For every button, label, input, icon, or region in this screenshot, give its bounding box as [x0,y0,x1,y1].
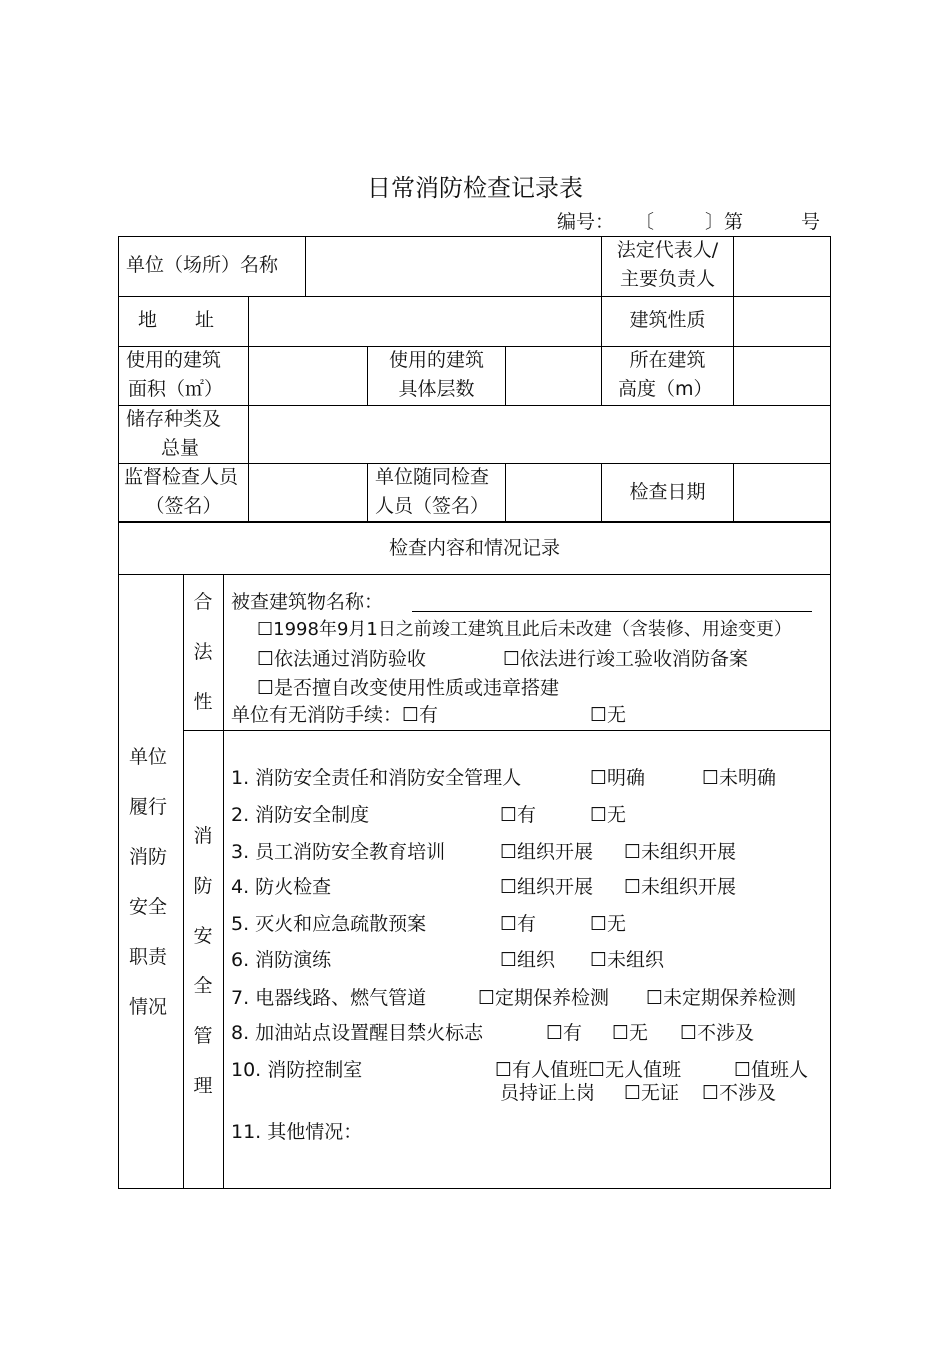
option: ☐定期保养检测 [478,987,610,1009]
list-item: 6. 消防演练 [231,949,332,971]
option: ☐有 [546,1022,583,1044]
inspector-label-1: 监督检查人员 [124,466,239,488]
option: ☐有 [500,913,537,935]
responsibility-label [128,732,168,1032]
option: ☐组织开展 [500,841,594,863]
responsibility-label-char: 消防 [128,846,167,868]
responsibility-label-char: 安全 [128,896,167,918]
list-item: 1. 消防安全责任和消防安全管理人 [231,767,522,789]
list-item: 7. 电器线路、燃气管道 [231,987,427,1009]
section-title: 检查内容和情况记录 [388,537,560,559]
option: ☐无 [612,1022,649,1044]
area-label-2: 面积（㎡） [128,378,224,400]
option: ☐未组织开展 [624,876,737,898]
option: ☐有 [500,804,537,826]
option: 员持证上岗 [500,1082,596,1104]
legality-option-3: ☐依法进行竣工验收消防备案 [503,648,749,670]
management-label-char: 防 [193,875,213,897]
legality-option-2: ☐依法通过消防验收 [257,648,427,670]
legality-option-1: ☐1998年9月1日之前竣工建筑且此后未改建（含装修、用途变更） [257,619,792,640]
option: ☐未定期保养检测 [646,987,797,1009]
option: ☐未组织 [590,949,665,971]
inspection-date-label: 检查日期 [629,481,706,503]
list-item: 10. 消防控制室 [231,1059,363,1081]
building-nature-label: 建筑性质 [629,309,706,331]
legality-label-char: 法 [193,641,213,663]
page-title: 日常消防检查记录表 [367,174,583,202]
option: ☐未组织开展 [624,841,737,863]
option: ☐不涉及 [680,1022,755,1044]
floors-label-1: 使用的建筑 [388,349,484,371]
height-label-1: 所在建筑 [629,349,706,371]
legal-rep-label-2: 主要负责人 [619,268,715,290]
storage-label-1: 储存种类及 [126,408,222,430]
responsibility-label-char: 履行 [128,796,167,818]
unit-name-label: 单位（场所）名称 [126,254,279,276]
serial-label: 编号： [557,211,615,233]
fire-procedure-yes: 单位有无消防手续：☐有 [231,704,439,726]
management-label-char: 管 [193,1025,213,1047]
management-label-char: 安 [193,925,213,947]
accompany-label-2: 人员（签名） [375,495,490,517]
option: ☐无证 [624,1082,680,1104]
building-name-label: 被查建筑物名称： [231,591,384,613]
legality-option-4: ☐是否擅自改变使用性质或违章搭建 [257,677,560,699]
serial-hao: 号 [801,211,821,233]
list-item: 4. 防火检查 [231,876,332,898]
responsibility-label-char: 职责 [128,946,167,968]
legality-label [183,577,223,727]
legality-label-char: 合 [193,591,213,613]
list-item: 11. 其他情况： [231,1121,363,1143]
option: ☐未明确 [702,767,777,789]
option: ☐值班人 [734,1059,809,1081]
list-item: 2. 消防安全制度 [231,804,370,826]
management-label-char: 理 [193,1075,213,1097]
storage-label-2: 总量 [160,437,199,459]
inspector-label-2: （签名） [145,495,222,517]
legal-rep-label-1: 法定代表人/ [616,239,719,261]
management-label [183,811,223,1111]
address-label: 地 址 [138,309,215,331]
legality-label-char: 性 [193,691,213,713]
responsibility-label-char: 情况 [128,996,167,1018]
accompany-label-1: 单位随同检查 [375,466,490,488]
list-item: 8. 加油站点设置醒目禁火标志 [231,1022,484,1044]
option: ☐组织开展 [500,876,594,898]
list-item: 3. 员工消防安全教育培训 [231,841,446,863]
fire-procedure-no: ☐无 [590,704,627,726]
area-label-1: 使用的建筑 [126,349,222,371]
option: ☐不涉及 [702,1082,777,1104]
option: ☐组织 [500,949,556,971]
management-label-char: 全 [193,975,213,997]
option: ☐无 [590,804,627,826]
serial-left-bracket: 〔 [635,211,655,233]
option: ☐有人值班☐无人值班 [495,1059,682,1081]
serial-right-bracket: 〕第 [705,211,744,233]
management-label-char: 消 [193,825,213,847]
option: ☐无 [590,913,627,935]
responsibility-label-char: 单位 [128,746,167,768]
height-label-2: 高度（m） [618,378,713,400]
option: ☐明确 [590,767,646,789]
list-item: 5. 灭火和应急疏散预案 [231,913,427,935]
floors-label-2: 具体层数 [398,378,475,400]
